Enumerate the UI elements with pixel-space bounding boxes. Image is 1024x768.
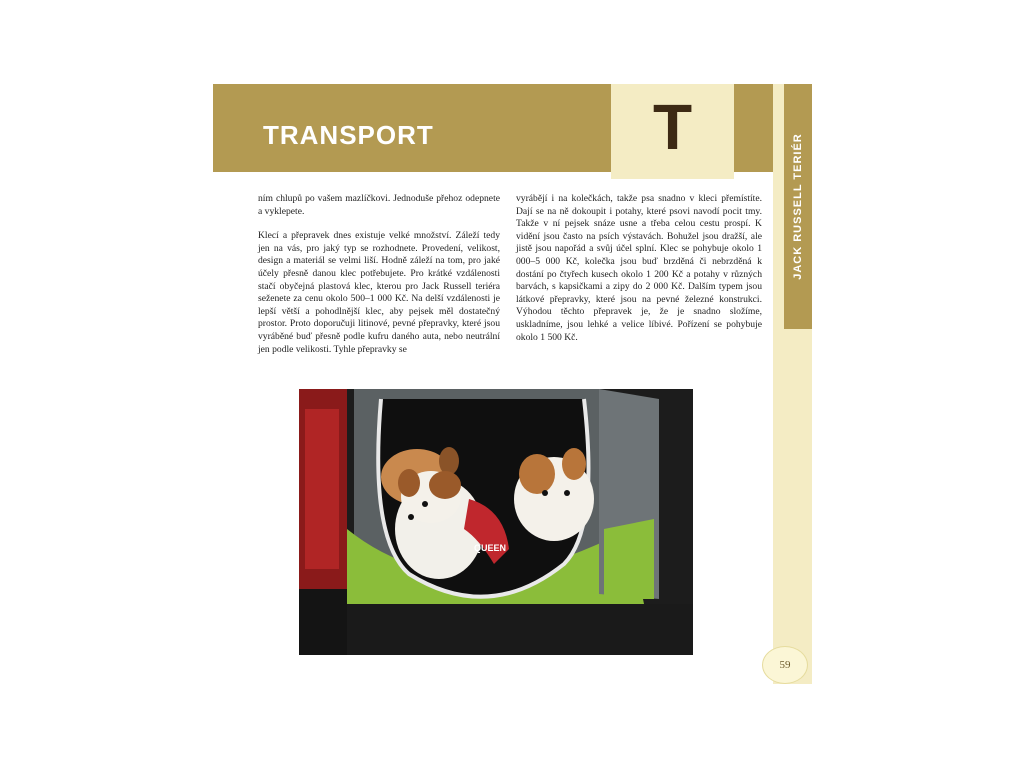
page-number: 59 <box>762 646 808 684</box>
book-title-vertical: JACK RUSSELL TERIÉR <box>792 133 804 280</box>
paragraph: vyrábějí i na kolečkách, takže psa snadno v kleci přemístíte. Dají se na ně dokoupit i potahy, které psovi navodí pocit tmy. Takže v ní pejsek snáze usne a třeba celou cestu prospí. K vidění jsou často na psích výstavách. Bohužel jsou dražší, ale jistě jsou napořád a svůj účel splní. Klec se pohybuje okolo 1 000–5 000 Kč, kolečka jsou buď brzděná či nebrzděná k dostání po čtyřech kusech okolo 1 200 Kč a potahy v různých barvách, s kapsičkami a zipy do 2 000 Kč. Dalším typem jsou látkové přepravky, které jsou na pevné železné konstrukci. Výhodou těchto přepravek je, že je snadno složíme, uskladníme, jsou lehké a velice líbivé. Pořízení se pohybuje okolo 1 500 Kč. <box>516 193 762 343</box>
harness-label: QUEEN <box>474 543 507 553</box>
paragraph: Klecí a přepravek dnes existuje velké množství. Záleží tedy jen na vás, pro jaký typ se rozhodnete. Provedení, velikost, design a materiál se velmi liší. Hodně záleží na tom, pro jaké účely přesně danou klec potřebujete. Pro krátké vzdálenosti stačí obyčejná plastová klec, kterou pro Jack Russell teriéra seženete za cenu okolo 500–1 000 Kč. Na delší vzdálenosti je lepší větší a pohodlnější klec, aby pejsek měl dostatečný prostor. Proto doporučuji litinové, pevné přepravky, které jsou vyráběné buď přesně podle kufru daného auta, nebo neutrální jen podle velikosti. Tyhle přepravky se <box>258 230 500 355</box>
dogs-in-carrier-illustration <box>299 389 693 655</box>
side-strip-bottom <box>784 329 812 684</box>
page-title: TRANSPORT <box>263 120 434 150</box>
text-column-left <box>258 193 500 368</box>
dogs-photo <box>299 389 693 655</box>
chapter-letter-box <box>611 84 734 179</box>
text-column-right <box>516 193 762 356</box>
side-strip-light <box>773 84 784 684</box>
paragraph: ním chlupů po vašem mazlíčkovi. Jednoduše přehoz odepnete a vyklepete. <box>258 193 500 217</box>
chapter-letter: T <box>652 91 693 163</box>
